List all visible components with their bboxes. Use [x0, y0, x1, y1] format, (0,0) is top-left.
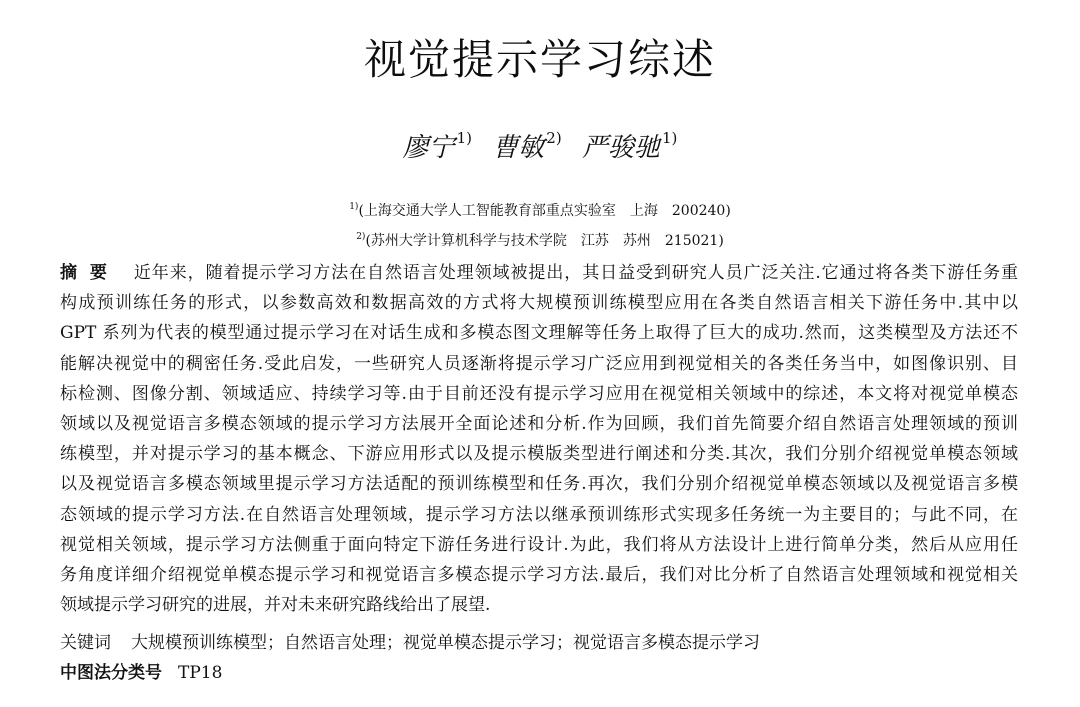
author	[492, 129, 562, 163]
abstract-text: 近年来，随着提示学习方法在自然语言处理领域被提出，其日益受到研究人员广泛关注.它通过将各类下游任务重	[133, 263, 1018, 283]
author	[402, 129, 473, 163]
author-name: 曹敏	[492, 133, 545, 163]
classification-number	[60, 660, 222, 686]
abstract-line	[60, 258, 1018, 288]
author-affiliation-mark: 2)	[546, 129, 562, 147]
classification-label: 中图法分类号	[60, 663, 162, 683]
affiliation-text: (上海交通大学人工智能教育部重点实验室 上海 200240)	[358, 203, 731, 219]
classification-code: TP18	[178, 663, 223, 683]
abstract-line: 练模型，并对提示学习的基本概念、下游应用形式以及提示模版类型进行阐述和分类.其次，我们分别介绍视觉单模态领域	[60, 444, 1018, 465]
author-name: 廖宁	[402, 133, 455, 163]
abstract-line: 以及视觉语言多模态领域里提示学习方法适配的预训练模型和任务.再次，我们分别介绍视觉单模态领域以及视觉语言多模	[60, 474, 1018, 495]
abstract-line: 标检测、图像分割、领域适应、持续学习等.由于目前还没有提示学习应用在视觉相关领域中的综述，本文将对视觉单模态	[60, 383, 1018, 404]
author-affiliation-mark: 1)	[456, 129, 473, 147]
abstract-line: 领域提示学习研究的进展，并对未来研究路线给出了展望.	[60, 595, 491, 616]
affiliation	[0, 227, 1080, 251]
abstract	[60, 258, 1018, 620]
abstract-line: GPT 系列为代表的模型通过提示学习在对话生成和多模态图文理解等任务上取得了巨大的成功.然而，这类模型及方法还不	[60, 323, 1018, 344]
affiliation-mark: 2)	[356, 232, 366, 242]
affiliation	[0, 197, 1080, 221]
abstract-line: 领域以及视觉语言多模态领域的提示学习方法展开全面论述和分析.作为回顾，我们首先简要介绍自然语言处理领域的预训	[60, 413, 1018, 434]
affiliation-text: (苏州大学计算机科学与技术学院 江苏 苏州 215021)	[365, 233, 724, 249]
abstract-line: 视觉相关领域，提示学习方法侧重于面向特定下游任务进行设计.为此，我们将从方法设计上进行简单分类，然后从应用任	[60, 534, 1018, 555]
author-list	[0, 118, 1080, 168]
author-name: 严骏驰	[581, 133, 660, 163]
abstract-label: 摘要	[60, 263, 120, 283]
abstract-line: 能解决视觉中的稠密任务.受此启发，一些研究人员逐渐将提示学习广泛应用到视觉相关的各类任务当中，如图像识别、目	[60, 353, 1018, 374]
abstract-line: 务角度详细介绍视觉单模态提示学习和视觉语言多模态提示学习方法.最后，我们对比分析了自然语言处理领域和视觉相关	[60, 564, 1018, 585]
abstract-line: 态领域的提示学习方法.在自然语言处理领域，提示学习方法以继承预训练形式实现多任务统一为主要目的；与此不同，在	[60, 504, 1018, 525]
keywords	[60, 630, 760, 656]
affiliation-mark: 1)	[349, 202, 359, 212]
abstract-line: 构成预训练任务的形式，以参数高效和数据高效的方式将大规模预训练模型应用在各类自然语言相关下游任务中.其中以	[60, 293, 1018, 314]
keywords-text: 大规模预训练模型；自然语言处理；视觉单模态提示学习；视觉语言多模态提示学习	[131, 633, 760, 653]
keywords-label: 关键词	[60, 633, 111, 653]
paper-title: 视觉提示学习综述	[363, 35, 716, 84]
author-affiliation-mark: 1)	[661, 129, 678, 147]
author	[581, 129, 678, 163]
